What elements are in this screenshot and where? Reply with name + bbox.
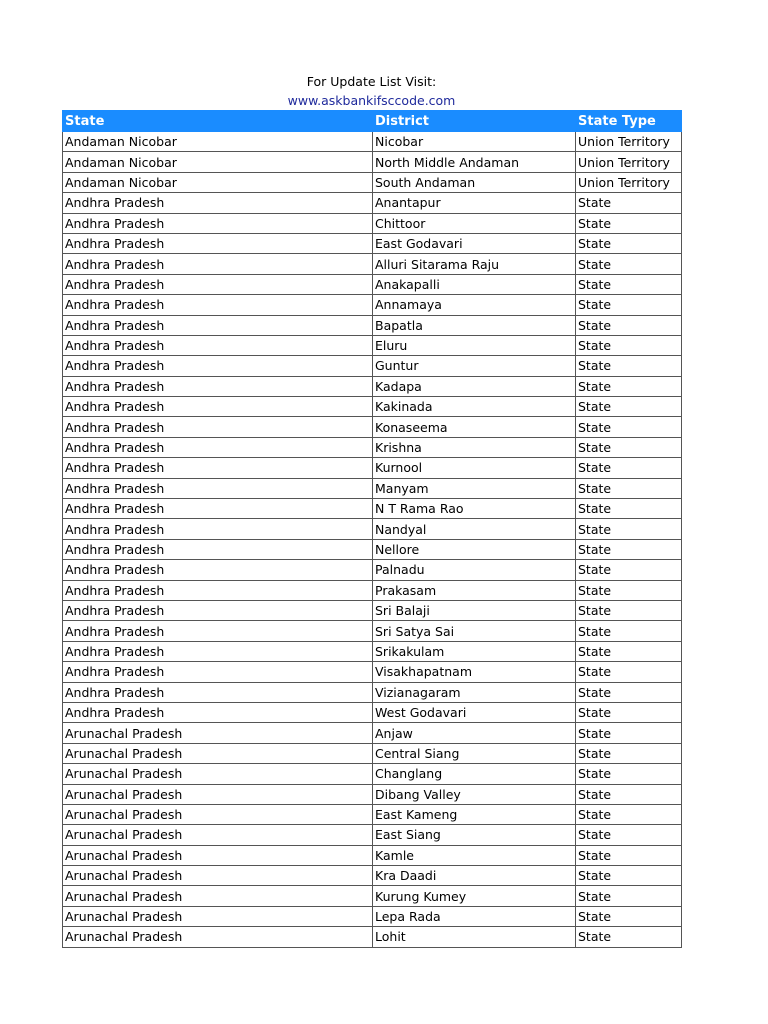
- state-cell: Arunachal Pradesh: [63, 825, 373, 845]
- state-cell: Arunachal Pradesh: [63, 764, 373, 784]
- state-type-cell: State: [576, 886, 682, 906]
- state-cell: Arunachal Pradesh: [63, 845, 373, 865]
- state-cell: Andaman Nicobar: [63, 172, 373, 192]
- district-cell: Krishna: [373, 437, 576, 457]
- state-cell: Andhra Pradesh: [63, 600, 373, 620]
- table-row: [63, 132, 682, 152]
- table-row: [63, 702, 682, 722]
- table-row: [63, 784, 682, 804]
- state-cell: Arunachal Pradesh: [63, 906, 373, 926]
- district-cell: Lepa Rada: [373, 906, 576, 926]
- state-type-cell: State: [576, 458, 682, 478]
- state-cell: Arunachal Pradesh: [63, 784, 373, 804]
- district-cell: Central Siang: [373, 743, 576, 763]
- state-type-cell: State: [576, 295, 682, 315]
- table-row: [63, 417, 682, 437]
- table-row: [63, 356, 682, 376]
- state-cell: Arunachal Pradesh: [63, 804, 373, 824]
- state-type-cell: State: [576, 600, 682, 620]
- district-cell: Manyam: [373, 478, 576, 498]
- state-type-cell: State: [576, 743, 682, 763]
- district-cell: Visakhapatnam: [373, 662, 576, 682]
- state-type-cell: State: [576, 621, 682, 641]
- table-row: [63, 539, 682, 559]
- district-cell: South Andaman: [373, 172, 576, 192]
- column-header-state-type: State Type: [576, 111, 682, 132]
- state-cell: Andhra Pradesh: [63, 641, 373, 661]
- table-row: [63, 213, 682, 233]
- table-row: [63, 172, 682, 192]
- state-type-cell: Union Territory: [576, 152, 682, 172]
- table-row: [63, 845, 682, 865]
- state-type-cell: State: [576, 662, 682, 682]
- state-cell: Andhra Pradesh: [63, 702, 373, 722]
- state-cell: Andhra Pradesh: [63, 397, 373, 417]
- table-row: [63, 580, 682, 600]
- district-cell: Srikakulam: [373, 641, 576, 661]
- state-cell: Andhra Pradesh: [63, 315, 373, 335]
- state-cell: Andhra Pradesh: [63, 682, 373, 702]
- table-row: [63, 825, 682, 845]
- state-type-cell: State: [576, 213, 682, 233]
- state-cell: Andhra Pradesh: [63, 274, 373, 294]
- table-row: [63, 886, 682, 906]
- state-cell: Andhra Pradesh: [63, 233, 373, 253]
- table-row: [63, 478, 682, 498]
- state-cell: Andhra Pradesh: [63, 417, 373, 437]
- state-type-cell: State: [576, 539, 682, 559]
- table-row: [63, 458, 682, 478]
- state-cell: Andhra Pradesh: [63, 499, 373, 519]
- district-cell: Kurung Kumey: [373, 886, 576, 906]
- table-row: [63, 335, 682, 355]
- district-cell: Eluru: [373, 335, 576, 355]
- state-type-cell: State: [576, 193, 682, 213]
- district-cell: Nandyal: [373, 519, 576, 539]
- column-header-state: State: [63, 111, 373, 132]
- state-type-cell: State: [576, 519, 682, 539]
- table-row: [63, 866, 682, 886]
- table-row: [63, 764, 682, 784]
- state-cell: Andhra Pradesh: [63, 621, 373, 641]
- table-row: [63, 437, 682, 457]
- table-row: [63, 193, 682, 213]
- state-type-cell: State: [576, 397, 682, 417]
- state-type-cell: State: [576, 376, 682, 396]
- district-cell: Changlang: [373, 764, 576, 784]
- district-cell: East Kameng: [373, 804, 576, 824]
- table-row: [63, 560, 682, 580]
- state-cell: Andhra Pradesh: [63, 376, 373, 396]
- district-cell: Kakinada: [373, 397, 576, 417]
- state-cell: Andhra Pradesh: [63, 478, 373, 498]
- update-note: [62, 72, 681, 110]
- district-cell: Kurnool: [373, 458, 576, 478]
- state-cell: Arunachal Pradesh: [63, 723, 373, 743]
- state-type-cell: State: [576, 702, 682, 722]
- table-row: [63, 743, 682, 763]
- table-row: [63, 274, 682, 294]
- update-note-text: For Update List Visit:: [306, 74, 437, 89]
- state-type-cell: Union Territory: [576, 132, 682, 152]
- district-cell: Chittoor: [373, 213, 576, 233]
- district-cell: Prakasam: [373, 580, 576, 600]
- district-cell: Kra Daadi: [373, 866, 576, 886]
- state-type-cell: State: [576, 927, 682, 947]
- state-cell: Andhra Pradesh: [63, 458, 373, 478]
- district-cell: Kamle: [373, 845, 576, 865]
- state-type-cell: State: [576, 804, 682, 824]
- table-row: [63, 804, 682, 824]
- district-cell: North Middle Andaman: [373, 152, 576, 172]
- state-type-cell: State: [576, 356, 682, 376]
- district-cell: East Siang: [373, 825, 576, 845]
- district-cell: East Godavari: [373, 233, 576, 253]
- table-row: [63, 621, 682, 641]
- website-link[interactable]: www.askbankifsccode.com: [287, 93, 456, 108]
- district-cell: Nellore: [373, 539, 576, 559]
- table-row: [63, 600, 682, 620]
- table-row: [63, 906, 682, 926]
- table-row: [63, 315, 682, 335]
- district-cell: Lohit: [373, 927, 576, 947]
- table-row: [63, 295, 682, 315]
- district-table: [62, 110, 682, 948]
- state-type-cell: State: [576, 825, 682, 845]
- table-row: [63, 927, 682, 947]
- column-header-district: District: [373, 111, 576, 132]
- state-cell: Andhra Pradesh: [63, 539, 373, 559]
- state-cell: Arunachal Pradesh: [63, 743, 373, 763]
- district-cell: Sri Balaji: [373, 600, 576, 620]
- state-type-cell: State: [576, 845, 682, 865]
- district-cell: Kadapa: [373, 376, 576, 396]
- state-cell: Andhra Pradesh: [63, 356, 373, 376]
- state-type-cell: State: [576, 723, 682, 743]
- table-row: [63, 397, 682, 417]
- state-cell: Andhra Pradesh: [63, 193, 373, 213]
- table-row: [63, 519, 682, 539]
- table-row: [63, 641, 682, 661]
- state-cell: Andhra Pradesh: [63, 580, 373, 600]
- state-type-cell: State: [576, 641, 682, 661]
- state-type-cell: State: [576, 315, 682, 335]
- state-cell: Andhra Pradesh: [63, 295, 373, 315]
- state-cell: Andaman Nicobar: [63, 152, 373, 172]
- state-type-cell: State: [576, 906, 682, 926]
- table-row: [63, 499, 682, 519]
- table-row: [63, 254, 682, 274]
- state-type-cell: State: [576, 499, 682, 519]
- state-cell: Andhra Pradesh: [63, 560, 373, 580]
- state-cell: Andhra Pradesh: [63, 662, 373, 682]
- state-type-cell: State: [576, 274, 682, 294]
- state-cell: Andhra Pradesh: [63, 335, 373, 355]
- state-type-cell: State: [576, 764, 682, 784]
- district-cell: Konaseema: [373, 417, 576, 437]
- table-row: [63, 233, 682, 253]
- state-cell: Arunachal Pradesh: [63, 866, 373, 886]
- state-type-cell: State: [576, 437, 682, 457]
- table-row: [63, 662, 682, 682]
- table-row: [63, 152, 682, 172]
- state-cell: Andhra Pradesh: [63, 519, 373, 539]
- state-type-cell: State: [576, 560, 682, 580]
- state-type-cell: State: [576, 478, 682, 498]
- state-cell: Arunachal Pradesh: [63, 886, 373, 906]
- state-cell: Andhra Pradesh: [63, 254, 373, 274]
- district-cell: Alluri Sitarama Raju: [373, 254, 576, 274]
- district-cell: Anantapur: [373, 193, 576, 213]
- state-cell: Andhra Pradesh: [63, 213, 373, 233]
- district-cell: Bapatla: [373, 315, 576, 335]
- table-row: [63, 682, 682, 702]
- state-type-cell: State: [576, 866, 682, 886]
- state-type-cell: State: [576, 580, 682, 600]
- district-cell: N T Rama Rao: [373, 499, 576, 519]
- state-type-cell: State: [576, 254, 682, 274]
- table-row: [63, 723, 682, 743]
- district-cell: Vizianagaram: [373, 682, 576, 702]
- state-type-cell: State: [576, 784, 682, 804]
- state-type-cell: State: [576, 335, 682, 355]
- state-cell: Andaman Nicobar: [63, 132, 373, 152]
- district-cell: Anakapalli: [373, 274, 576, 294]
- district-cell: Palnadu: [373, 560, 576, 580]
- state-cell: Arunachal Pradesh: [63, 927, 373, 947]
- state-type-cell: Union Territory: [576, 172, 682, 192]
- district-cell: Sri Satya Sai: [373, 621, 576, 641]
- state-type-cell: State: [576, 417, 682, 437]
- state-type-cell: State: [576, 682, 682, 702]
- district-cell: Guntur: [373, 356, 576, 376]
- district-cell: Anjaw: [373, 723, 576, 743]
- state-type-cell: State: [576, 233, 682, 253]
- table-row: [63, 376, 682, 396]
- district-cell: Nicobar: [373, 132, 576, 152]
- district-cell: Dibang Valley: [373, 784, 576, 804]
- district-cell: West Godavari: [373, 702, 576, 722]
- district-cell: Annamaya: [373, 295, 576, 315]
- table-header-row: [63, 111, 682, 132]
- state-cell: Andhra Pradesh: [63, 437, 373, 457]
- table-body: [63, 132, 682, 948]
